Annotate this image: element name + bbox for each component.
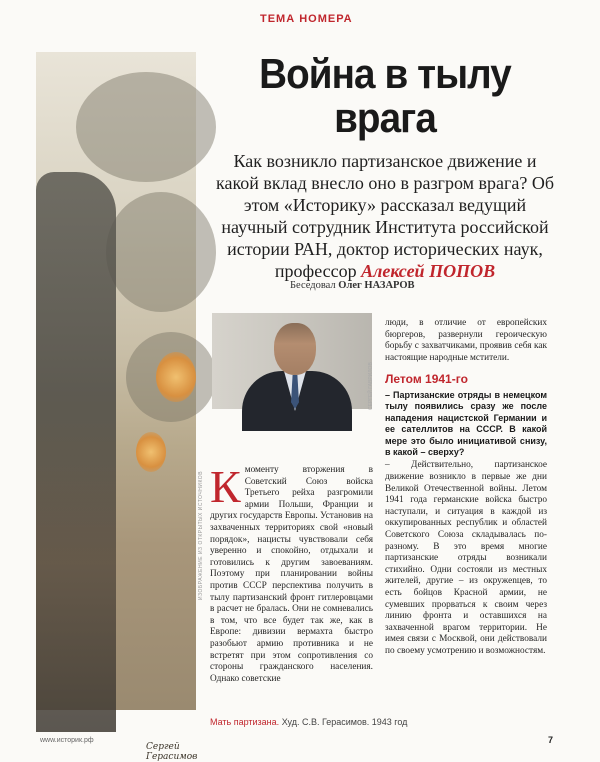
caption-details: Худ. С.В. Герасимов. 1943 год xyxy=(281,717,408,727)
interview-question: – Партизанские отряды в немецком тылу появились сразу же после нападения нацистской Германии и ее сателлитов на СССР. В какой мере это было инициативой снизу, в какой – сверху? xyxy=(385,389,547,457)
lead-text: Как возникло партизанское движение и какой вклад внесло оно в разгром врага? Об этом «Историку» рассказал ведущий научный сотрудник Института российской истории РАН, доктор исторических наук, профессор xyxy=(215,151,554,281)
interview-answer: – Действительно, партизанское движение возникло в первые же дни Великой Отечественной войны. Летом 1941 года германские войска быстро наступали, и ситуация в каждой из оккупированных республик и областей Советского Союза складывалась по-разному. В это время многие партизанские отряды возникали стихийно. Одни состояли из местных жителей, другие – из окружenцев, то есть бойцов Красной армии, не сумевших прорваться к своим через линию фронта и оставшихся на захваченной врагом территории. Не имея связи с Москвой, они действовали по своему усмотрению и возможностям. xyxy=(385,460,547,656)
footer-website: www.историк.рф xyxy=(40,737,94,744)
article-lead xyxy=(210,150,560,282)
article-column-1 xyxy=(210,461,373,685)
painting-caption xyxy=(210,717,407,727)
lead-author: Алексей ПОПОВ xyxy=(361,261,496,281)
column-2-intro: люди, в отличие от европейских бюргеров, развернули героическую борьбу с захватчиками, проявив себя как настоящие народные мстители. xyxy=(385,318,547,363)
dropcap: К xyxy=(210,461,241,512)
caption-title: Мать партизана. xyxy=(210,717,280,727)
article-column-2 xyxy=(385,318,547,658)
section-subhead: Летом 1941-го xyxy=(385,372,468,387)
photo-credit: СЕРГЕЙ ГАВРИЛОВ xyxy=(368,362,374,410)
interviewer-name: Олег НАЗАРОВ xyxy=(338,280,415,291)
interviewer-byline xyxy=(290,280,415,291)
interviewer-prefix: Беседовал xyxy=(290,280,336,291)
article-title: Война в тылу врага xyxy=(259,50,511,141)
painting-signature: Сергей Герасимов xyxy=(146,742,198,762)
page-number: 7 xyxy=(548,735,554,745)
section-kicker: ТЕМА НОМЕРА xyxy=(260,13,353,25)
column-1-text: моменту вторжения в Советский Союз войска Третьего рейха разгромили армии Польши, Франции и других государств Европы. Установив на захваченных территориях свой «новый порядок», нацисты чувствовали себя уверенно и спокойно, отдыхали и готовились к другим завоеваниям. Поэтому при планировании войны против СССР перспектива получить в тылу партизанский фронт гитлеровцами в расчет не бралась. Они не сомневались в том, что все будет так же, как в Европе: дивизии вермахта быстро разобьют армию противника и не встретят при этом сопротивления со стороны гражданского населения. Однако советские xyxy=(210,465,373,684)
author-photo xyxy=(212,313,372,409)
painting-credit: ИЗОБРАЖЕНИЕ ИЗ ОТКРЫТЫХ ИСТОЧНИКОВ xyxy=(198,470,204,600)
